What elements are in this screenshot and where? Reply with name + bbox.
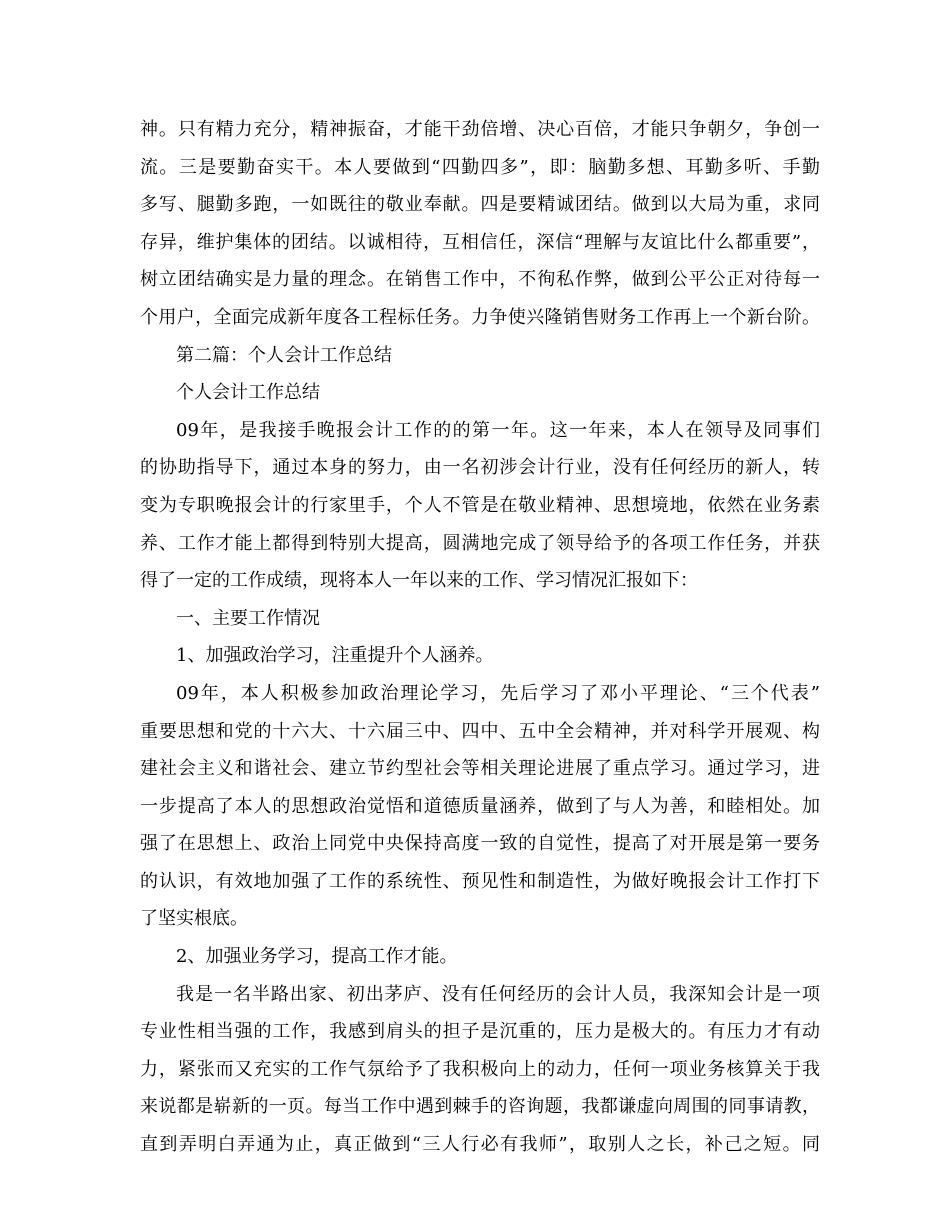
text-line: 的认识，有效地加强了工作的系统性、预见性和制造性，为做好晚报会计工作打下 xyxy=(140,870,820,892)
text-line: 神。只有精力充分，精神振奋，才能干劲倍增、决心百倍，才能只争朝夕，争创一 xyxy=(140,119,820,140)
text-line: 养、工作才能上都得到特别大提高，圆满地完成了领导给予的各项工作任务，并获 xyxy=(140,532,820,554)
text-line: 我是一名半路出家、初出茅庐、没有任何经历的会计人员，我深知会计是一项 xyxy=(176,983,820,1005)
numbered-heading: 2、加强业务学习，提高工作才能。 xyxy=(176,946,458,968)
text-line: 个用户，全面完成新年度各工程标任务。力争使兴隆销售财务工作再上一个新台阶。 xyxy=(140,306,820,328)
text-line: 变为专职晚报会计的行家里手，个人不管是在敬业精神、思想境地，依然在业务素 xyxy=(140,494,820,516)
text-line: 09年，是我接手晚报会计工作的的第一年。这一年来，本人在领导及同事们 xyxy=(176,419,820,441)
text-line: 的协助指导下，通过本身的努力，由一名初涉会计行业，没有任何经历的新人，转 xyxy=(140,457,820,479)
text-line: 一步提高了本人的思想政治觉悟和道德质量涵养，做到了与人为善，和睦相处。加 xyxy=(140,795,820,817)
text-line: 树立团结确实是力量的理念。在销售工作中，不徇私作弊，做到公平公正对待每一 xyxy=(140,269,820,291)
section-heading: 第二篇：个人会计工作总结 xyxy=(176,344,392,366)
text-line: 存异，维护集体的团结。以诚相待，互相信任，深信“理解与友谊比什么都重要”， xyxy=(140,231,820,253)
text-line: 重要思想和党的十六大、十六届三中、四中、五中全会精神，并对科学开展观、构 xyxy=(140,720,820,742)
text-line: 强了在思想上、政治上同党中央保持高度一致的自觉性，提高了对开展是第一要务 xyxy=(140,833,820,855)
subsection-heading: 一、主要工作情况 xyxy=(176,607,320,629)
text-line: 建社会主义和谐社会、建立节约型社会等相关理论进展了重点学习。通过学习，进 xyxy=(140,758,820,780)
text-line: 流。三是要勤奋实干。本人要做到“四勤四多”，即：脑勤多想、耳勤多听、手勤 xyxy=(140,156,820,178)
text-line: 力，紧张而又充实的工作气氛给予了我积极向上的动力，任何一项业务核算关于我 xyxy=(140,1058,820,1080)
text-line: 得了一定的工作成绩，现将本人一年以来的工作、学习情况汇报如下： xyxy=(140,570,698,592)
text-line: 多写、腿勤多跑，一如既往的敬业奉献。四是要精诚团结。做到以大局为重，求同 xyxy=(140,194,820,216)
text-line: 09年，本人积极参加政治理论学习，先后学习了邓小平理论、“三个代表” xyxy=(176,682,820,704)
document-body xyxy=(140,116,820,1169)
text-line: 直到弄明白弄通为止，真正做到“三人行必有我师”，取别人之长，补己之短。同 xyxy=(140,1134,820,1156)
text-line: 专业性相当强的工作，我感到肩头的担子是沉重的，压力是极大的。有压力才有动 xyxy=(140,1021,820,1043)
text-line: 来说都是崭新的一页。每当工作中遇到棘手的咨询题，我都谦虚向周围的同事请教， xyxy=(140,1096,820,1118)
document-title: 个人会计工作总结 xyxy=(176,382,320,404)
numbered-heading: 1、加强政治学习，注重提升个人涵养。 xyxy=(176,645,494,667)
text-line: 了坚实根底。 xyxy=(140,908,248,930)
